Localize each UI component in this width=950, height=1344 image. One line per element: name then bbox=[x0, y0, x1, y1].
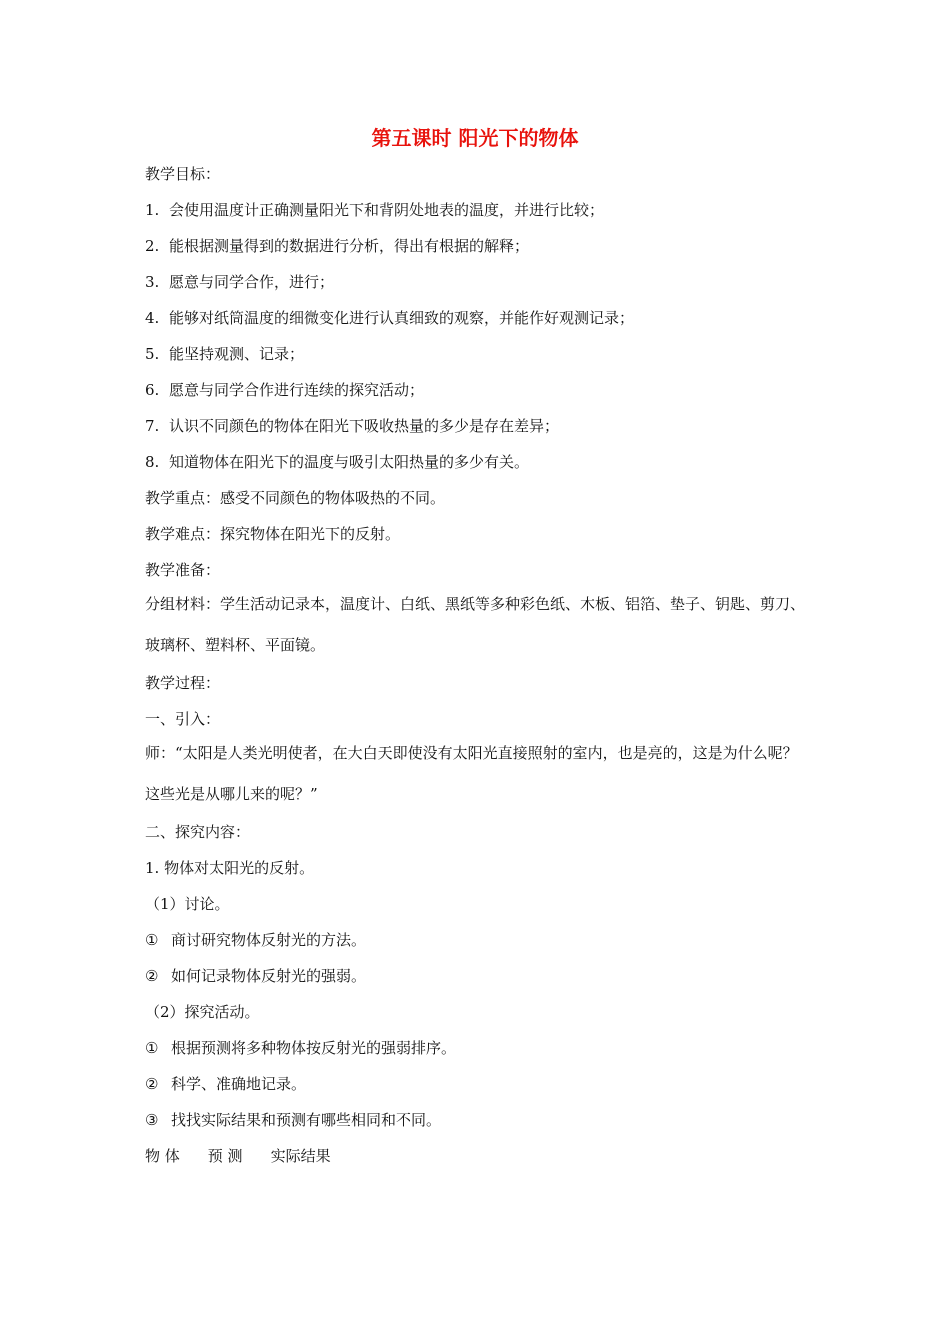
item-marker: ② bbox=[145, 1075, 159, 1093]
intro-heading: 一、引入： bbox=[145, 710, 221, 728]
activity-heading: （2）探究活动。 bbox=[145, 1003, 260, 1021]
intro-quote: 师：“太阳是人类光明使者，在大白天即使没有太阳光直接照射的室内，也是亮的，这是为什么呢？这些光是从哪儿来的呢？” bbox=[145, 744, 798, 803]
objective-text: 能够对纸筒温度的细微变化进行认真细致的观察，并能作好观测记录； bbox=[169, 309, 635, 327]
objective-number: 1. bbox=[145, 201, 160, 219]
key-point: 教学重点：感受不同颜色的物体吸热的不同。 bbox=[145, 489, 446, 507]
section-heading: 1. 物体对太阳光的反射。 bbox=[145, 859, 315, 877]
item-text: 根据预测将多种物体按反射光的强弱排序。 bbox=[171, 1039, 457, 1057]
discussion-item bbox=[145, 929, 810, 951]
objective-number: 7. bbox=[145, 417, 160, 435]
discussion-heading: （1）讨论。 bbox=[145, 895, 230, 913]
process-heading: 教学过程： bbox=[145, 674, 221, 692]
column-header-object: 物 体 bbox=[145, 1147, 180, 1165]
item-text: 科学、准确地记录。 bbox=[171, 1075, 307, 1093]
objective-number: 2. bbox=[145, 237, 160, 255]
objective-number: 3. bbox=[145, 273, 160, 291]
materials-paragraph: 分组材料：学生活动记录本，温度计、白纸、黑纸等多种彩色纸、木板、铝箔、垫子、钥匙、剪刀、玻璃杯、塑料杯、平面镜。 bbox=[145, 595, 806, 654]
activity-item bbox=[145, 1073, 810, 1095]
page-title: 第五课时 阳光下的物体 bbox=[371, 126, 579, 150]
objective-item bbox=[145, 307, 810, 329]
item-text: 如何记录物体反射光的强弱。 bbox=[171, 967, 367, 985]
objectives-heading: 教学目标： bbox=[145, 165, 221, 183]
objective-text: 愿意与同学合作进行连续的探究活动； bbox=[169, 381, 425, 399]
preparation-heading: 教学准备： bbox=[145, 561, 221, 579]
item-marker: ③ bbox=[145, 1111, 159, 1129]
item-marker: ① bbox=[145, 1039, 159, 1057]
objective-text: 认识不同颜色的物体在阳光下吸收热量的多少是存在差异； bbox=[169, 417, 560, 435]
item-text: 商讨研究物体反射光的方法。 bbox=[171, 931, 367, 949]
objective-text: 知道物体在阳光下的温度与吸引太阳热量的多少有关。 bbox=[169, 453, 530, 471]
explore-heading: 二、探究内容： bbox=[145, 823, 251, 841]
objective-text: 能根据测量得到的数据进行分析，得出有根据的解释； bbox=[169, 237, 530, 255]
activity-item bbox=[145, 1109, 810, 1131]
objective-number: 4. bbox=[145, 309, 160, 327]
item-marker: ① bbox=[145, 931, 159, 949]
objective-item bbox=[145, 451, 810, 473]
discussion-item bbox=[145, 965, 810, 987]
objective-text: 会使用温度计正确测量阳光下和背阴处地表的温度，并进行比较； bbox=[169, 201, 605, 219]
objective-item bbox=[145, 379, 810, 401]
column-header-prediction: 预 测 bbox=[207, 1147, 243, 1165]
objective-item bbox=[145, 199, 810, 221]
column-header-result: 实际结果 bbox=[270, 1147, 331, 1165]
record-table-header bbox=[145, 1145, 810, 1167]
objective-number: 6. bbox=[145, 381, 160, 399]
objective-number: 5. bbox=[145, 345, 160, 363]
objective-item bbox=[145, 271, 810, 293]
objective-text: 愿意与同学合作，进行； bbox=[169, 273, 335, 291]
objective-item bbox=[145, 343, 810, 365]
difficult-point: 教学难点：探究物体在阳光下的反射。 bbox=[145, 525, 401, 543]
item-marker: ② bbox=[145, 967, 159, 985]
activity-item bbox=[145, 1037, 810, 1059]
objective-number: 8. bbox=[145, 453, 160, 471]
objective-text: 能坚持观测、记录； bbox=[169, 345, 305, 363]
objective-item bbox=[145, 415, 810, 437]
item-text: 找找实际结果和预测有哪些相同和不同。 bbox=[171, 1111, 442, 1129]
objective-item bbox=[145, 235, 810, 257]
